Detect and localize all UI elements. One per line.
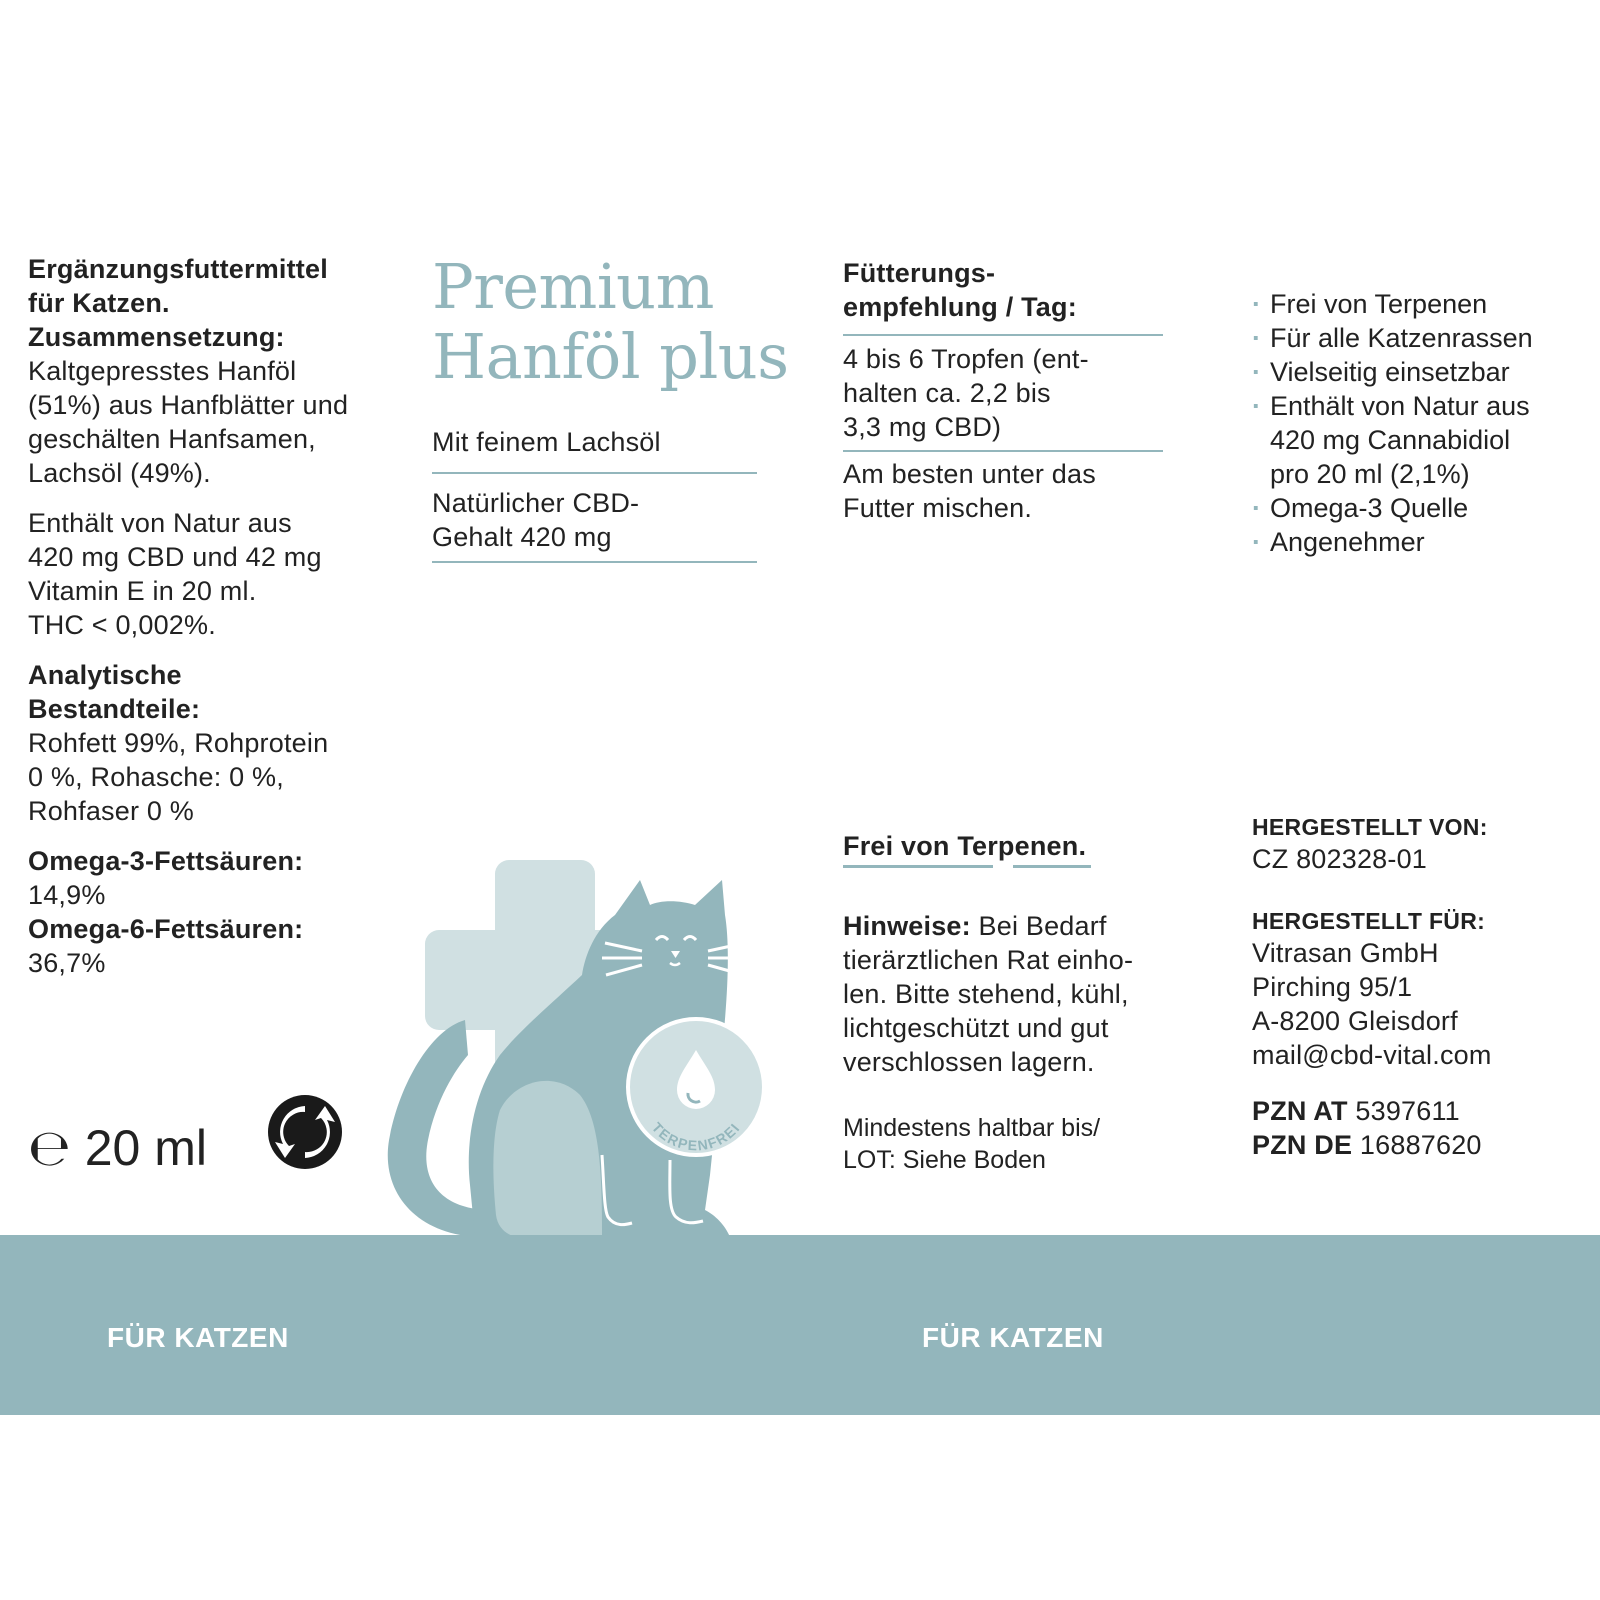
hint-first-text: Bei Bedarf [970, 911, 1107, 941]
feature-item: · Omega-3 Quelle [1252, 491, 1592, 525]
feeding-heading-line: Fütterungs- [843, 258, 996, 288]
target-animal-heading: für Katzen. [28, 288, 170, 318]
thc-content-line: THC < 0,002%. [28, 610, 216, 640]
feeding-tip [843, 457, 1096, 525]
pzn-at-label: PZN AT [1252, 1096, 1348, 1126]
pzn-at [1252, 1094, 1592, 1128]
product-title-line: Premium [432, 250, 714, 323]
company-name: Vitrasan GmbH [1252, 938, 1439, 968]
dose-text [843, 342, 1089, 444]
hint-line: len. Bitte stehend, kühl, [843, 979, 1129, 1009]
divider [843, 334, 1163, 336]
best-before-line: Mindestens haltbar bis/ [843, 1114, 1101, 1142]
pzn-at-value: 5397611 [1347, 1096, 1460, 1126]
analytic-label: Bestandteile: [28, 694, 201, 724]
manufactured-for-label: HERGESTELLT FÜR: [1252, 908, 1486, 934]
analytic-line: 0 %, Rohasche: 0 %, [28, 762, 284, 792]
cbd-content-line: Natürlicher CBD- [432, 488, 640, 518]
divider [432, 561, 757, 563]
terpene-free-note [843, 829, 1086, 863]
cbd-content [432, 486, 639, 554]
company-street: Pirching 95/1 [1252, 972, 1413, 1002]
feeding-heading [843, 256, 1077, 324]
feature-item: · Enthält von Natur aus [1252, 389, 1592, 423]
terpene-underline [843, 865, 993, 868]
badge-text: TERPENFREI [648, 1119, 744, 1154]
feature-item: · Angenehmer [1252, 525, 1592, 559]
lot-line: LOT: Siehe Boden [843, 1146, 1046, 1174]
omega6-value: 36,7% [28, 948, 106, 978]
feature-item: · Vielseitig einsetzbar [1252, 355, 1592, 389]
natural-content-line: Enthält von Natur aus [28, 508, 292, 538]
feeding-tip-line: Futter mischen. [843, 493, 1033, 523]
manufactured-by-code: CZ 802328-01 [1252, 844, 1428, 874]
feeding-tip-line: Am besten unter das [843, 459, 1096, 489]
volume-block [28, 1118, 207, 1178]
hint-line: verschlossen lagern. [843, 1047, 1095, 1077]
dose-line: halten ca. 2,2 bis [843, 378, 1051, 408]
composition-line: Lachsöl (49%). [28, 458, 211, 488]
divider [843, 450, 1163, 452]
terpene-underline [1013, 865, 1091, 868]
composition-column [28, 252, 388, 980]
terpene-free-text: Frei von Terpenen. [843, 831, 1087, 861]
best-before-block [843, 1112, 1100, 1176]
feature-item: · Frei von Terpenen [1252, 287, 1592, 321]
estimated-sign-icon: ℮ [28, 1119, 71, 1177]
hint-first-line [843, 909, 1183, 943]
product-category-heading: Ergänzungsfuttermittel [28, 254, 328, 284]
dose-line: 3,3 mg CBD) [843, 412, 1002, 442]
dose-line: 4 bis 6 Tropfen (ent- [843, 344, 1089, 374]
pzn-de-value: 16887620 [1352, 1130, 1482, 1160]
terpene-free-badge [628, 1019, 764, 1155]
manufactured-by-label: HERGESTELLT VON: [1252, 814, 1488, 840]
composition-line: geschälten Hanfsamen, [28, 424, 316, 454]
feature-item: · Für alle Katzenrassen [1252, 321, 1592, 355]
cat-illustration [370, 855, 770, 1240]
composition-line: (51%) aus Hanfblätter und [28, 390, 349, 420]
analytic-line: Rohfaser 0 % [28, 796, 194, 826]
hints-block [843, 909, 1183, 1079]
pzn-de-label: PZN DE [1252, 1130, 1353, 1160]
hint-line: tierärztlichen Rat einho- [843, 945, 1134, 975]
natural-content-line: Vitamin E in 20 ml. [28, 576, 257, 606]
hint-line: lichtgeschützt und gut [843, 1013, 1109, 1043]
composition-label: Zusammensetzung: [28, 322, 285, 352]
natural-content-line: 420 mg CBD und 42 mg [28, 542, 322, 572]
feeding-heading-line: empfehlung / Tag: [843, 292, 1077, 322]
product-title-line: Hanföl plus [432, 320, 789, 393]
hint-label: Hinweise: [843, 911, 971, 941]
cbd-content-line: Gehalt 420 mg [432, 522, 612, 552]
omega3-label: Omega-3-Fettsäuren: [28, 846, 304, 876]
feature-item-continued: pro 20 ml (2,1%) [1270, 459, 1470, 489]
green-dot-recycle-icon [265, 1092, 345, 1172]
band-label-left: FÜR KATZEN [107, 1322, 289, 1353]
company-email: mail@cbd-vital.com [1252, 1040, 1492, 1070]
divider [432, 472, 757, 474]
feature-item-continued: 420 mg Cannabidiol [1270, 425, 1511, 455]
omega6-label: Omega-6-Fettsäuren: [28, 914, 304, 944]
omega3-value: 14,9% [28, 880, 106, 910]
company-city: A-8200 Gleisdorf [1252, 1006, 1458, 1036]
pzn-de [1252, 1128, 1592, 1162]
product-subtitle: Mit feinem Lachsöl [432, 427, 661, 457]
analytic-line: Rohfett 99%, Rohprotein [28, 728, 329, 758]
product-title [432, 252, 789, 392]
volume-value: 20 ml [84, 1120, 207, 1176]
feature-list [1252, 287, 1592, 559]
manufacturer-block [1252, 812, 1592, 1162]
analytic-label: Analytische [28, 660, 182, 690]
composition-line: Kaltgepresstes Hanföl [28, 356, 297, 386]
cat-leg [493, 1081, 602, 1237]
band-label-right: FÜR KATZEN [922, 1322, 1104, 1353]
